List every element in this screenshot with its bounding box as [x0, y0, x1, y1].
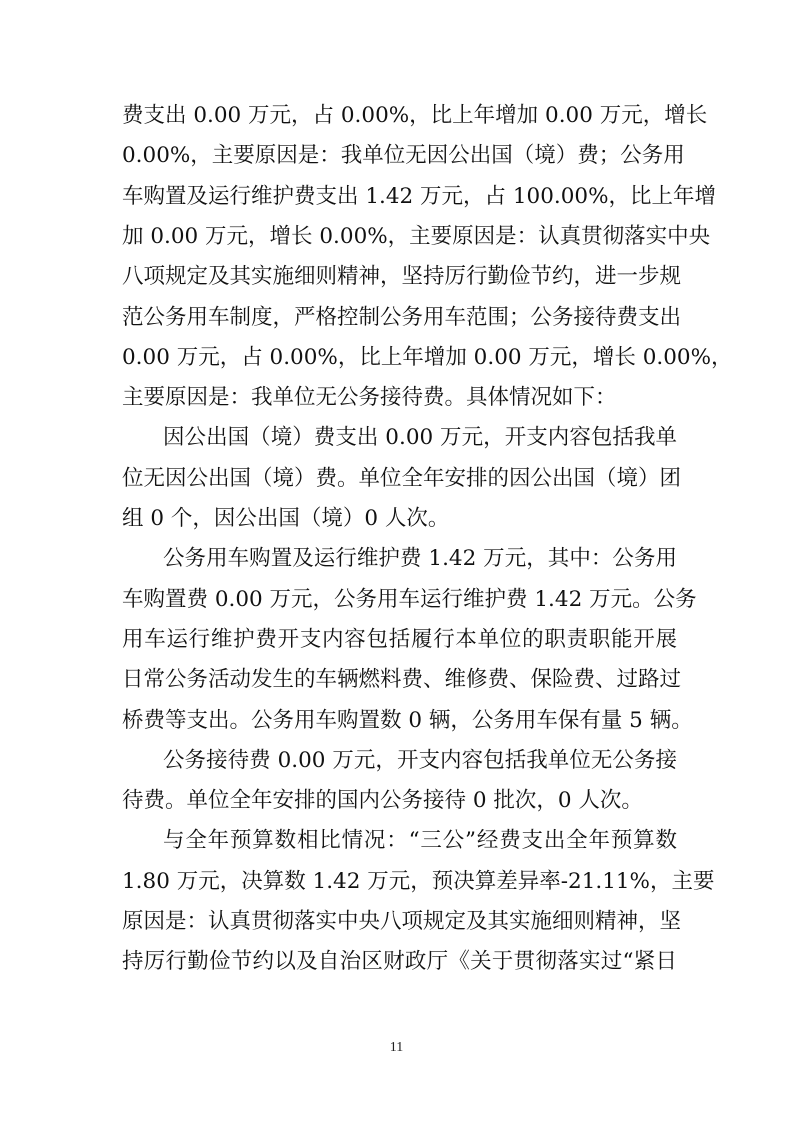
text-line-19: 与全年预算数相比情况：“三公”经费支出全年预算数: [163, 828, 677, 854]
text-line-5: 八项规定及其实施细则精神，坚持厉行勤俭节约，进一步规: [122, 264, 682, 290]
text-line-18: 待费。单位全年安排的国内公务接待 0 批次，0 人次。: [122, 788, 643, 814]
text-line-11: 组 0 个，因公出国（境）0 人次。: [122, 506, 450, 531]
text-line-6: 范公务用车制度，严格控制公务用车范围；公务接待费支出: [122, 304, 682, 330]
page-number: 11: [389, 1040, 404, 1055]
text-line-22: 持厉行勤俭节约以及自治区财政厅《关于贯彻落实过“紧日: [122, 949, 677, 975]
text-line-20: 1.80 万元，决算数 1.42 万元，预决算差异率-21.11%，主要: [122, 868, 715, 894]
text-line-2: 0.00%，主要原因是：我单位无因公出国（境）费；公务用: [122, 143, 685, 169]
text-line-14: 用车运行维护费开支内容包括履行本单位的职责职能开展: [122, 626, 677, 652]
text-line-10: 位无因公出国（境）费。单位全年安排的因公出国（境）团: [122, 465, 682, 491]
text-line-15: 日常公务活动发生的车辆燃料费、维修费、保险费、过路过: [122, 667, 682, 693]
text-line-1: 费支出 0.00 万元，占 0.00%，比上年增加 0.00 万元，增长: [122, 103, 708, 128]
text-line-16: 桥费等支出。公务用车购置数 0 辆，公务用车保有量 5 辆。: [122, 707, 693, 733]
text-line-17: 公务接待费 0.00 万元，开支内容包括我单位无公务接: [163, 747, 677, 773]
text-line-4: 加 0.00 万元，增长 0.00%，主要原因是：认真贯彻落实中央: [122, 223, 711, 249]
text-line-12: 公务用车购置及运行维护费 1.42 万元，其中：公务用: [163, 546, 677, 572]
text-line-9: 因公出国（境）费支出 0.00 万元，开支内容包括我单: [163, 425, 677, 451]
text-line-3: 车购置及运行维护费支出 1.42 万元，占 100.00%，比上年增: [122, 183, 717, 209]
text-line-21: 原因是：认真贯彻落实中央八项规定及其实施细则精神，坚: [122, 909, 682, 934]
text-line-13: 车购置费 0.00 万元，公务用车运行维护费 1.42 万元。公务: [122, 586, 697, 612]
text-line-8: 主要原因是：我单位无公务接待费。具体情况如下：: [122, 385, 617, 411]
text-line-7: 0.00 万元，占 0.00%，比上年增加 0.00 万元，增长 0.00%，: [122, 344, 733, 370]
